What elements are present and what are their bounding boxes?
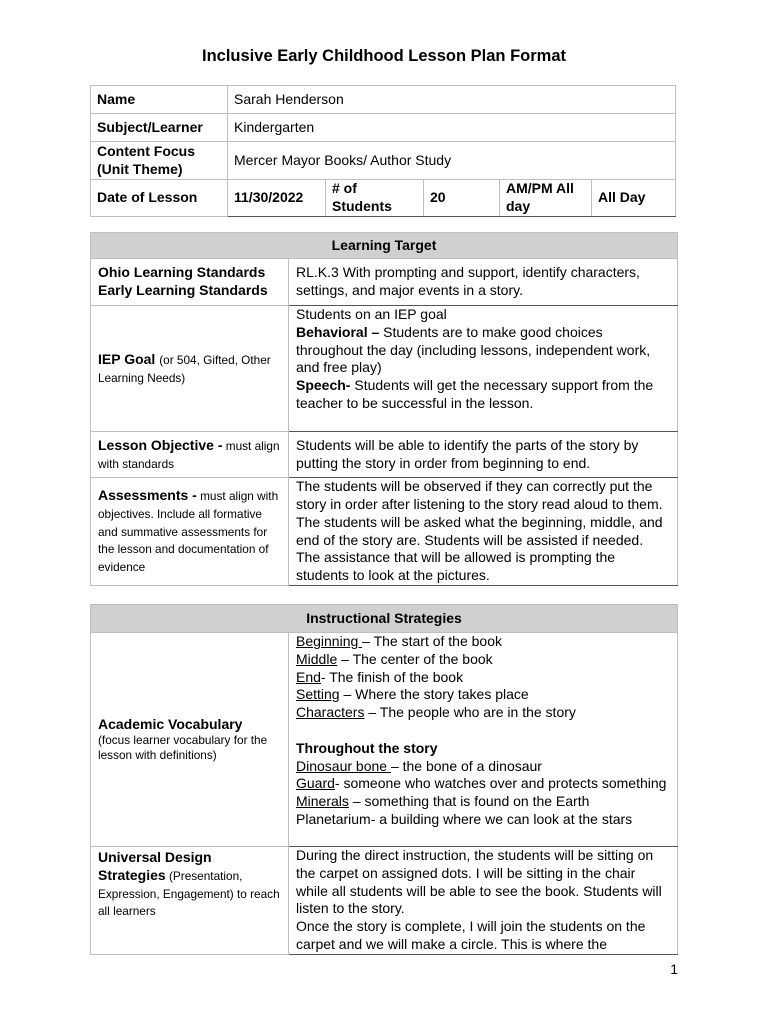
udl-label-cell (91, 847, 289, 955)
subject-label: Subject/Learner (91, 114, 228, 142)
students-label: # of Students (326, 180, 424, 217)
throughout-def: – something that is found on the Earth (348, 793, 590, 810)
vocab-def: – Where the story takes place (339, 686, 529, 703)
vocab-label: Academic Vocabulary (98, 715, 243, 732)
ampm-label: AM/PM All day (500, 180, 592, 217)
instructional-strategies-table (90, 604, 678, 955)
iep-intro: Students on an IEP goal (296, 306, 447, 322)
assessments-note: must align with objectives. Include all formative and summative assessments for the lesson and documentation of evidence (98, 489, 279, 575)
vocab-term: End (296, 668, 321, 685)
udl-text-1: During the direct instruction, the students will be sitting on the carpet on assigned dots. I will be sitting in the chair while all students will be able to see the book. Students will listen to the story. (296, 847, 662, 917)
vocab-term: Middle (296, 650, 338, 667)
vocab-term: Beginning (296, 633, 363, 649)
objective-value: Students will be able to identify the parts of the story by putting the story in order from beginning to end. (289, 432, 678, 478)
vocab-item (296, 651, 670, 669)
page-title: Inclusive Early Childhood Lesson Plan Format (202, 47, 566, 65)
name-value: Sarah Henderson (228, 86, 676, 114)
content-focus-value: Mercer Mayor Books/ Author Study (228, 142, 676, 180)
objective-label-cell (91, 432, 289, 478)
iep-label: IEP Goal (98, 350, 156, 367)
iep-speech-text: Students will get the necessary support from the teacher to be successful in the lesson. (296, 377, 654, 411)
learning-target-header: Learning Target (91, 233, 678, 259)
udl-text-2: Once the story is complete, I will join the students on the carpet and we will make a circle. This is where the (296, 918, 646, 952)
planetarium-item: Planetarium- a building where we can look at the stars (296, 810, 633, 827)
lesson-info-table (90, 85, 676, 217)
udl-label: Universal Design Strategies (98, 849, 212, 883)
learning-target-table (90, 232, 678, 586)
ampm-value: All Day (592, 180, 676, 217)
throughout-item (296, 793, 670, 811)
throughout-term: Dinosaur bone (296, 757, 391, 774)
standards-label: Ohio Learning Standards Early Learning Standards (91, 259, 289, 306)
vocab-spacer (296, 722, 670, 740)
assessments-label: Assessments - (98, 487, 197, 503)
vocab-item (296, 686, 670, 704)
throughout-term: Guard (296, 775, 335, 792)
vocab-value-cell (289, 633, 678, 847)
vocab-note: (focus learner vocabulary for the lesson with definitions) (98, 733, 268, 763)
iep-value-cell (289, 306, 678, 432)
vocab-label-cell (91, 633, 289, 847)
iep-speech (296, 377, 670, 413)
instructional-header: Instructional Strategies (91, 605, 678, 633)
vocab-def: – The center of the book (337, 650, 493, 667)
iep-note: (or 504, Gifted, Other Learning Needs) (98, 352, 271, 385)
date-value: 11/30/2022 (228, 180, 326, 217)
throughout-def: – the bone of a dinosaur (390, 757, 542, 774)
students-value: 20 (424, 180, 500, 217)
throughout-item (296, 758, 670, 776)
date-label: Date of Lesson (91, 180, 228, 217)
vocab-def: - The finish of the book (320, 668, 464, 685)
iep-behavioral-label: Behavioral – (296, 323, 380, 340)
assessments-value: The students will be observed if they can correctly put the story in order after listening to the story read aloud to them. The students will be asked what the beginning, middle, and end of the story are. Students will be assisted if needed. The assistance that will be allowed is prompting the students to look at the pictures. (289, 478, 678, 586)
standards-value: RL.K.3 With prompting and support, identify characters, settings, and major events in a story. (289, 259, 678, 306)
objective-label: Lesson Objective - (98, 436, 223, 453)
iep-behavioral (296, 324, 670, 377)
iep-speech-label: Speech- (296, 377, 351, 394)
page-number: 1 (670, 961, 678, 977)
vocab-item (296, 704, 670, 722)
vocab-def: – The start of the book (362, 633, 503, 649)
throughout-def: - someone who watches over and protects something (334, 775, 667, 792)
vocab-term: Characters (296, 704, 365, 721)
iep-label-cell (91, 306, 289, 432)
vocab-def: – The people who are in the story (364, 704, 576, 721)
udl-note: (Presentation, Expression, Engagement) to reach all learners (98, 868, 280, 919)
udl-value-cell (289, 847, 678, 955)
iep-behavioral-text: Students are to make good choices throughout the day (including lessons, independent work, and free play) (296, 323, 651, 376)
vocab-item (296, 669, 670, 687)
objective-note: must align with standards (98, 438, 280, 471)
vocab-term: Setting (296, 686, 340, 703)
vocab-item (296, 633, 670, 651)
content-focus-label: Content Focus (Unit Theme) (91, 142, 228, 180)
throughout-label: Throughout the story (296, 739, 438, 756)
name-label: Name (91, 86, 228, 114)
throughout-item (296, 775, 670, 793)
subject-value: Kindergarten (228, 114, 676, 142)
throughout-term: Minerals (296, 793, 349, 810)
assessments-label-cell (91, 478, 289, 586)
